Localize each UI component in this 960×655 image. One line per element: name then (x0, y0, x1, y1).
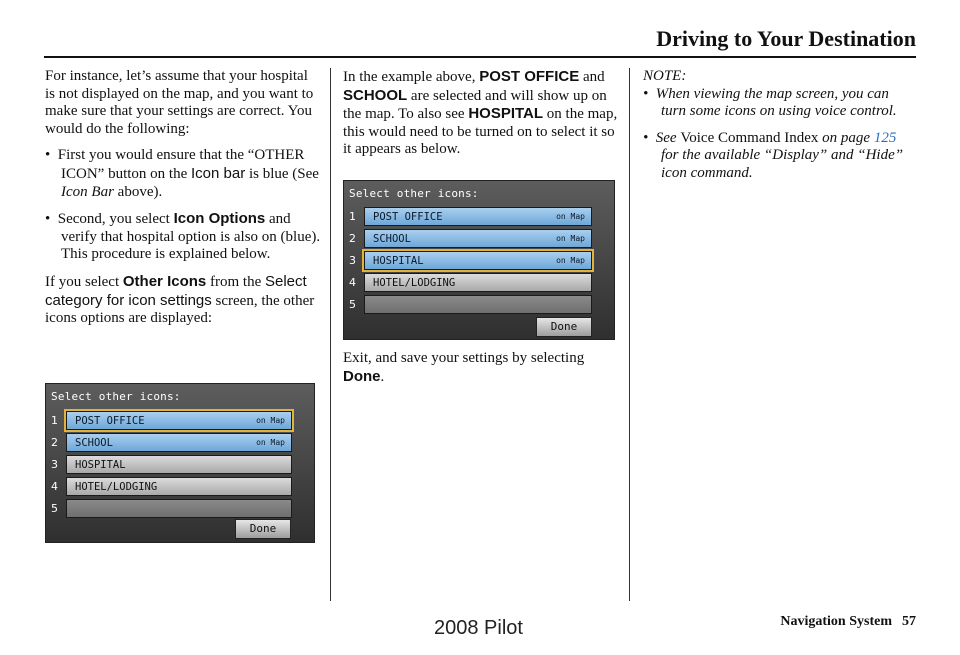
option-hospital[interactable]: HOSPITAL on Map (364, 251, 592, 270)
note-label: NOTE: (643, 68, 687, 84)
list-item: 4 HOTEL/LODGING (46, 477, 314, 497)
list-item: 2 SCHOOL on Map (344, 229, 614, 249)
note-item: • When viewing the map screen, you can turn some icons on using voice control. (643, 85, 897, 120)
list-item: 3 HOSPITAL on Map (344, 251, 614, 271)
page-link[interactable]: 125 (873, 129, 897, 146)
on-map-tag: on Map (256, 416, 285, 425)
ui-term: Done (343, 367, 381, 385)
list-item: 3 HOSPITAL (46, 455, 314, 475)
column-divider (330, 68, 331, 601)
ui-term: HOSPITAL (468, 105, 544, 123)
option-hotel-lodging[interactable]: HOTEL/LODGING (66, 477, 292, 496)
on-map-tag: on Map (556, 234, 585, 243)
ui-term: Icon Options (173, 210, 266, 228)
option-empty (66, 499, 292, 518)
page-number: 57 (902, 614, 916, 629)
list-item: 5 (344, 295, 614, 315)
option-hotel-lodging[interactable]: HOTEL/LODGING (364, 273, 592, 292)
option-post-office[interactable]: POST OFFICE on Map (364, 207, 592, 226)
ui-term: POST OFFICE (479, 68, 580, 85)
option-school[interactable]: SCHOOL on Map (66, 433, 292, 452)
screenshot-select-other-icons-1 (45, 383, 315, 543)
screen-title: Select other icons: (51, 390, 181, 403)
note-item: • See Voice Command Index on page 125 for the available “Display” and “Hide” icon command. (643, 129, 904, 181)
cross-reference: Voice Command Index (680, 129, 819, 146)
done-button[interactable]: Done (536, 317, 592, 337)
ui-term: Other Icons (122, 272, 207, 290)
column-1 (45, 68, 321, 337)
list-item: 5 (46, 499, 314, 519)
column-3-note (643, 68, 913, 192)
page-header-title: Driving to Your Destination (656, 26, 916, 51)
watermark: 2008 Pilot (434, 617, 523, 639)
option-school[interactable]: SCHOOL on Map (364, 229, 592, 248)
ui-term: Icon bar (190, 164, 246, 182)
paragraph: Exit, and save your settings by selecting Done. (343, 350, 585, 385)
list-item: 1 POST OFFICE on Map (46, 411, 314, 431)
column-divider (629, 68, 630, 601)
option-post-office[interactable]: POST OFFICE on Map (66, 411, 292, 430)
list-item: 2 SCHOOL on Map (46, 433, 314, 453)
intro-paragraph: For instance, let’s assume that your hospital is not displayed on the map, and you want to make sure that your settings are correct. You would do the following: (45, 68, 314, 137)
on-map-tag: on Map (556, 212, 585, 221)
screen-title: Select other icons: (349, 187, 479, 200)
cross-reference: Icon Bar (61, 183, 114, 200)
page-footer (780, 614, 916, 630)
on-map-tag: on Map (556, 256, 585, 265)
list-item: 1 POST OFFICE on Map (344, 207, 614, 227)
ui-term: SCHOOL (343, 86, 408, 104)
on-map-tag: on Map (256, 438, 285, 447)
list-item: 4 HOTEL/LODGING (344, 273, 614, 293)
header-rule (44, 56, 916, 58)
paragraph: In the example above, POST OFFICE and SCHOOL are selected and will show up on the map. To also see HOSPITAL on the map, this would need to be turned on to select it so it appears as below. (343, 68, 618, 158)
done-button[interactable]: Done (235, 519, 291, 539)
column-2 (343, 68, 621, 168)
option-hospital[interactable]: HOSPITAL (66, 455, 292, 474)
footer-label: Navigation System (780, 614, 892, 629)
screenshot-select-other-icons-2 (343, 180, 615, 340)
column-2-footer-text (343, 350, 621, 395)
bullet-item: • Second, you select Icon Options and verify that hospital option is also on (blue). This procedure is explained below. (45, 210, 321, 263)
bullet-item: • First you would ensure that the “OTHER ICON” button on the Icon bar is blue (See Icon Bar above). (45, 147, 319, 200)
paragraph: If you select Other Icons from the Select category for icon settings screen, the other icons options are displayed: (45, 272, 315, 327)
ui-term: Select category for icon settings (45, 272, 307, 309)
option-empty (364, 295, 592, 314)
